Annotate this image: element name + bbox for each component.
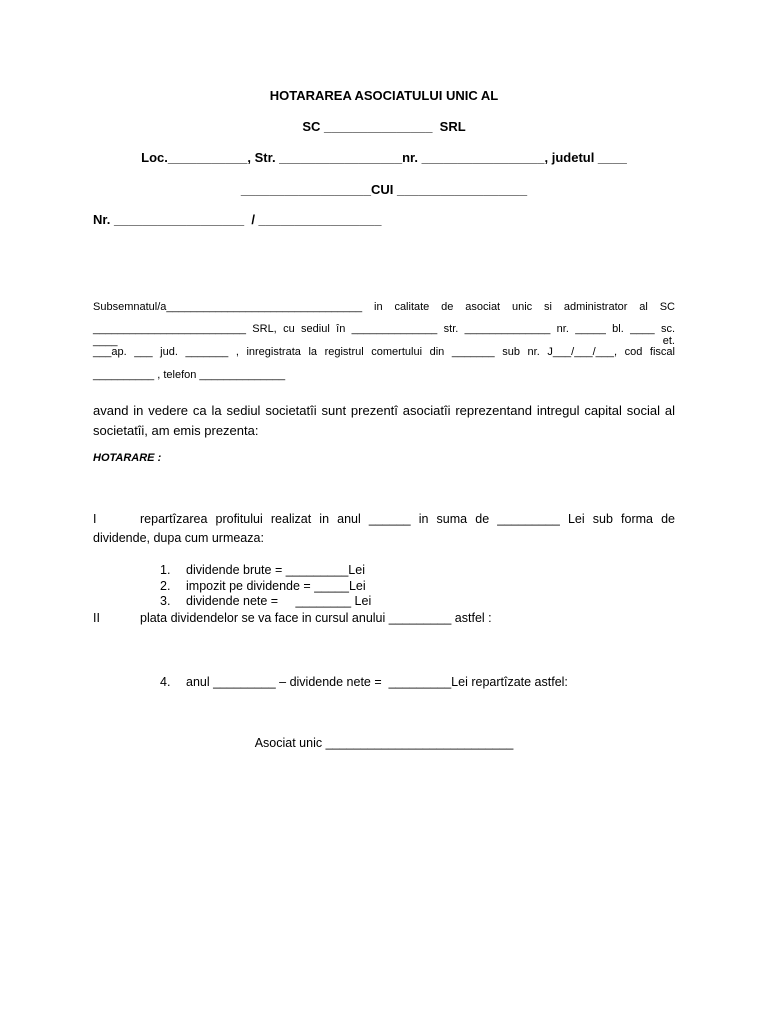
item-four-text: anul _________ – dividende nete = _________Lei repartîzate astfel: bbox=[186, 675, 568, 689]
registration-number-line: Nr. __________________ / _________________ bbox=[93, 212, 382, 227]
list-item-number: 1. bbox=[160, 563, 171, 577]
section-one-line-1: repartîzarea profitului realizat in anul ______ in suma de _________ Lei sub forma de bbox=[140, 512, 675, 526]
address-line: Loc.___________, Str. _________________nr. _________________, judetul ____ bbox=[141, 150, 627, 165]
section-two-text: plata dividendelor se va face in cursul anului _________ astfel : bbox=[140, 611, 492, 625]
decision-label: HOTARARE : bbox=[93, 452, 162, 464]
intro-line-3: ___ap. ___ jud. _______ , inregistrata la registrul comertului din _______ sub nr. J___/___/___, cod fiscal bbox=[93, 346, 675, 358]
section-two-numeral: II bbox=[93, 611, 100, 625]
cui-line: __________________CUI __________________ bbox=[240, 182, 528, 197]
list-item-text: impozit pe dividende = _____Lei bbox=[186, 578, 366, 593]
list-item-number: 3. bbox=[160, 594, 171, 608]
document-title: HOTARAREA ASOCIATULUI UNIC AL bbox=[269, 88, 499, 103]
intro-line-2: _________________________ SRL, cu sediul în ______________ str. ______________ nr. _____ bl. ____ sc. ____ et. bbox=[93, 323, 675, 347]
list-item bbox=[160, 579, 371, 595]
list-item-number: 2. bbox=[160, 578, 171, 593]
company-line: SC _______________ SRL bbox=[302, 119, 466, 134]
dividend-list bbox=[160, 563, 371, 610]
list-item-text: dividende brute = _________Lei bbox=[186, 563, 365, 577]
list-item bbox=[160, 563, 371, 579]
considering-paragraph: avand in vedere ca la sediul societatîi sunt prezentî asociatîi reprezentand intregul capital social al societatîi, am emis prezenta: bbox=[93, 403, 675, 438]
list-item-text: dividende nete = ________ Lei bbox=[186, 594, 372, 608]
signature-line: Asociat unic ___________________________ bbox=[254, 736, 514, 750]
list-item bbox=[160, 594, 371, 610]
section-one-line-2: dividende, dupa cum urmeaza: bbox=[93, 531, 264, 545]
intro-line-1: Subsemnatul/a________________________________ in calitate de asociat unic si administrator al SC bbox=[93, 301, 675, 313]
section-one-numeral: I bbox=[93, 512, 97, 526]
intro-line-4: __________ , telefon ______________ bbox=[93, 369, 286, 381]
item-four-number: 4. bbox=[160, 675, 171, 689]
